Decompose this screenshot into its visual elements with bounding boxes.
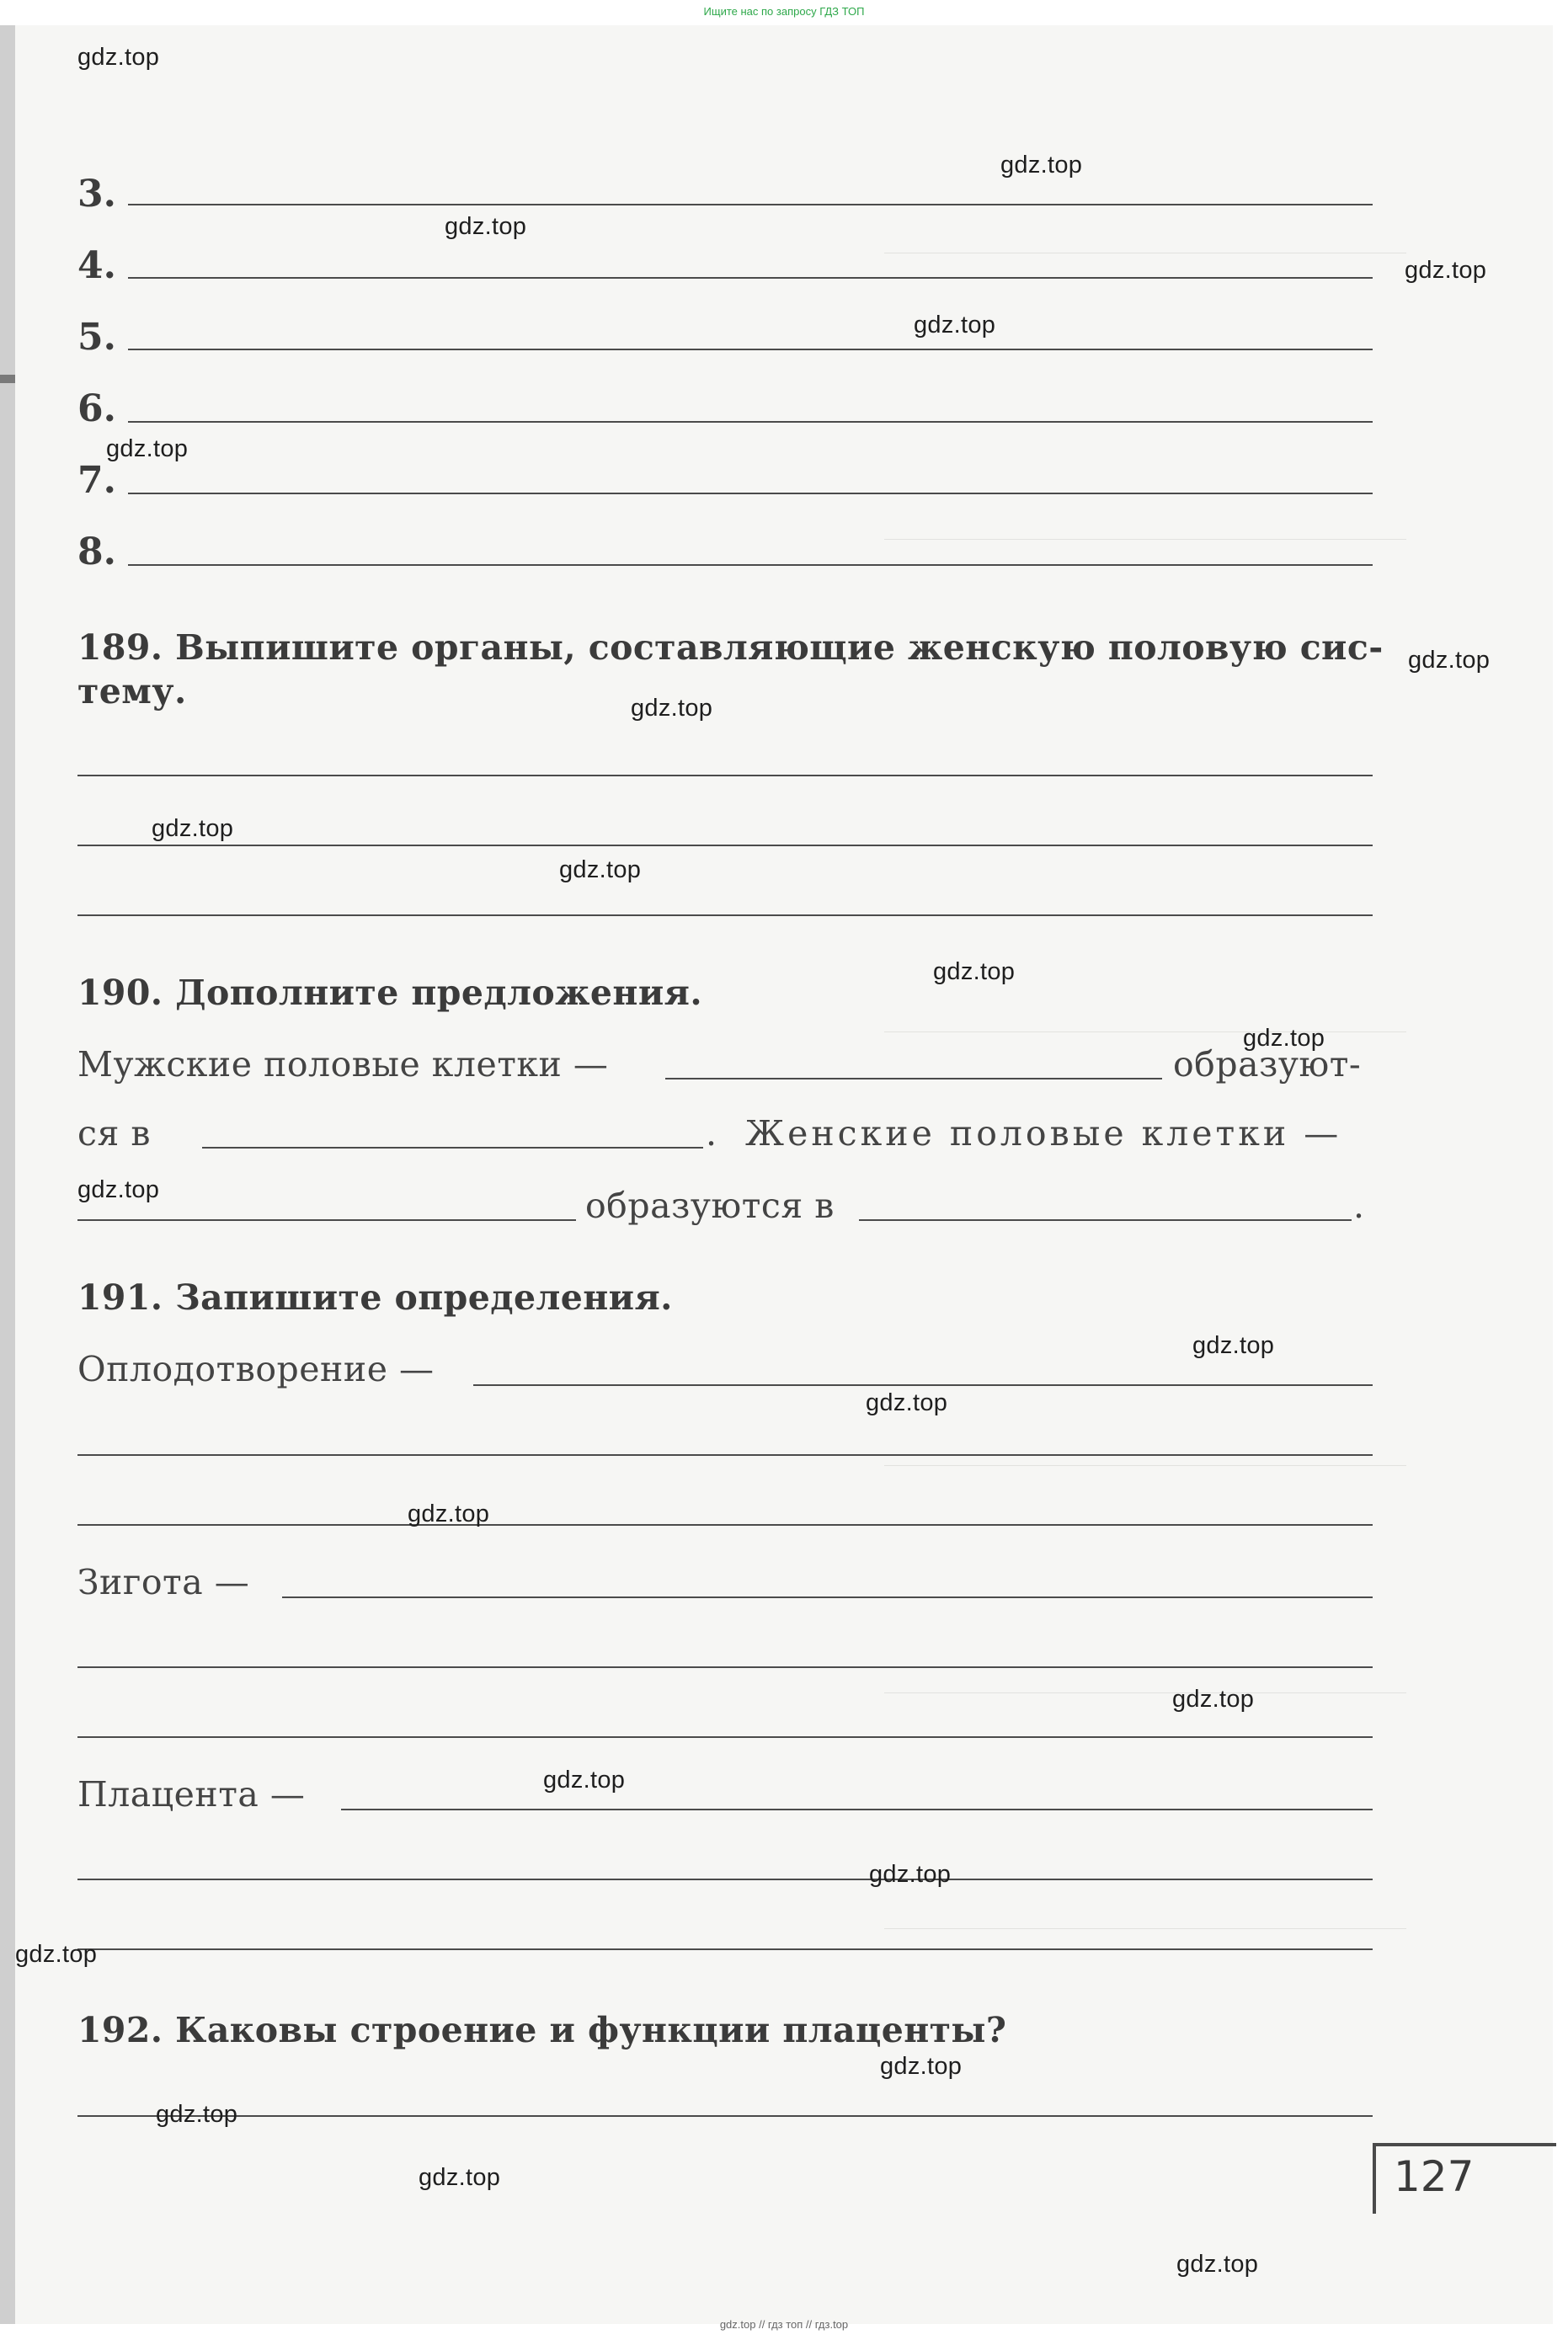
watermark: gdz.top	[419, 2164, 501, 2191]
watermark: gdz.top	[15, 1941, 98, 1968]
sentence-end: .	[1353, 1186, 1365, 1226]
answer-line[interactable]	[77, 1454, 1373, 1456]
watermark: gdz.top	[77, 1176, 160, 1203]
answer-line[interactable]	[77, 1736, 1373, 1738]
task-191-title: 191. Запишите определения.	[77, 1277, 673, 1318]
watermark: gdz.top	[914, 312, 996, 338]
task-189-title: 189. Выпишите органы, составляющие женскую половую сис-	[77, 627, 1384, 668]
answer-line[interactable]	[282, 1596, 1373, 1598]
watermark: gdz.top	[77, 44, 160, 71]
answer-line[interactable]	[473, 1384, 1373, 1386]
blank-female-organ[interactable]	[859, 1219, 1352, 1221]
list-number: 6.	[77, 387, 116, 430]
watermark: gdz.top	[543, 1767, 626, 1794]
answer-line[interactable]	[128, 564, 1373, 566]
answer-line[interactable]	[128, 493, 1373, 494]
answer-line[interactable]	[77, 2115, 1373, 2117]
answer-line[interactable]	[77, 914, 1373, 916]
watermark: gdz.top	[559, 856, 642, 883]
watermark: gdz.top	[152, 815, 234, 842]
watermark: gdz.top	[869, 1861, 952, 1888]
page-left-edge	[0, 25, 15, 2324]
answer-line[interactable]	[77, 1524, 1373, 1526]
answer-line[interactable]	[128, 349, 1373, 350]
fertilization-label: Оплодотворение —	[77, 1349, 435, 1389]
answer-line[interactable]	[77, 1948, 1373, 1950]
blank-male-cells[interactable]	[665, 1078, 1162, 1079]
watermark: gdz.top	[880, 2053, 963, 2080]
sentence-end: .	[706, 1113, 717, 1154]
footer-note: gdz.top // гдз топ // гдз.top	[719, 2318, 849, 2331]
answer-line[interactable]	[128, 277, 1373, 279]
watermark: gdz.top	[1172, 1686, 1255, 1713]
header-note: Ищите нас по запросу ГДЗ ТОП	[703, 5, 865, 18]
task-189-title-cont: тему.	[77, 671, 187, 712]
bleed-through-line	[884, 1692, 1406, 1693]
list-number: 5.	[77, 316, 116, 359]
forms-text-2: ся в	[77, 1113, 151, 1154]
watermark: gdz.top	[106, 435, 189, 462]
male-cells-label: Мужские половые клетки —	[77, 1044, 609, 1085]
female-cells-label: Женские половые клетки —	[745, 1113, 1342, 1154]
list-number: 8.	[77, 530, 116, 573]
placenta-label: Плацента —	[77, 1774, 306, 1815]
watermark: gdz.top	[631, 695, 713, 722]
watermark: gdz.top	[156, 2101, 238, 2128]
watermark: gdz.top	[1405, 257, 1487, 284]
list-number: 4.	[77, 244, 116, 287]
answer-line[interactable]	[77, 1666, 1373, 1668]
watermark: gdz.top	[1408, 647, 1491, 674]
bleed-through-line	[884, 539, 1406, 540]
bleed-through-line	[884, 1928, 1406, 1929]
watermark: gdz.top	[866, 1389, 948, 1416]
watermark: gdz.top	[933, 958, 1016, 985]
answer-line[interactable]	[128, 421, 1373, 423]
answer-line[interactable]	[77, 775, 1373, 776]
blank-female-cells[interactable]	[77, 1219, 576, 1221]
answer-line[interactable]	[341, 1809, 1373, 1810]
answer-line[interactable]	[77, 1879, 1373, 1880]
list-number: 7.	[77, 459, 116, 502]
zygote-label: Зигота —	[77, 1562, 250, 1602]
forms-text-1: образуют-	[1173, 1044, 1362, 1085]
bleed-through-line	[884, 1465, 1406, 1466]
page-number: 127	[1394, 2152, 1475, 2201]
answer-line[interactable]	[128, 204, 1373, 205]
task-190-title: 190. Дополните предложения.	[77, 973, 702, 1013]
watermark: gdz.top	[445, 213, 527, 240]
task-192-title: 192. Каковы строение и функции плаценты?	[77, 2010, 1007, 2050]
watermark: gdz.top	[1192, 1332, 1275, 1359]
blank-male-organ[interactable]	[202, 1147, 703, 1149]
forms-in-text: образуются в	[585, 1186, 835, 1226]
workbook-page	[15, 25, 1553, 2324]
watermark: gdz.top	[1243, 1025, 1325, 1052]
watermark: gdz.top	[1176, 2251, 1259, 2278]
watermark: gdz.top	[1000, 152, 1083, 179]
answer-line[interactable]	[77, 845, 1373, 846]
list-number: 3.	[77, 173, 116, 216]
watermark: gdz.top	[408, 1500, 490, 1527]
bleed-through-line	[884, 1031, 1406, 1032]
